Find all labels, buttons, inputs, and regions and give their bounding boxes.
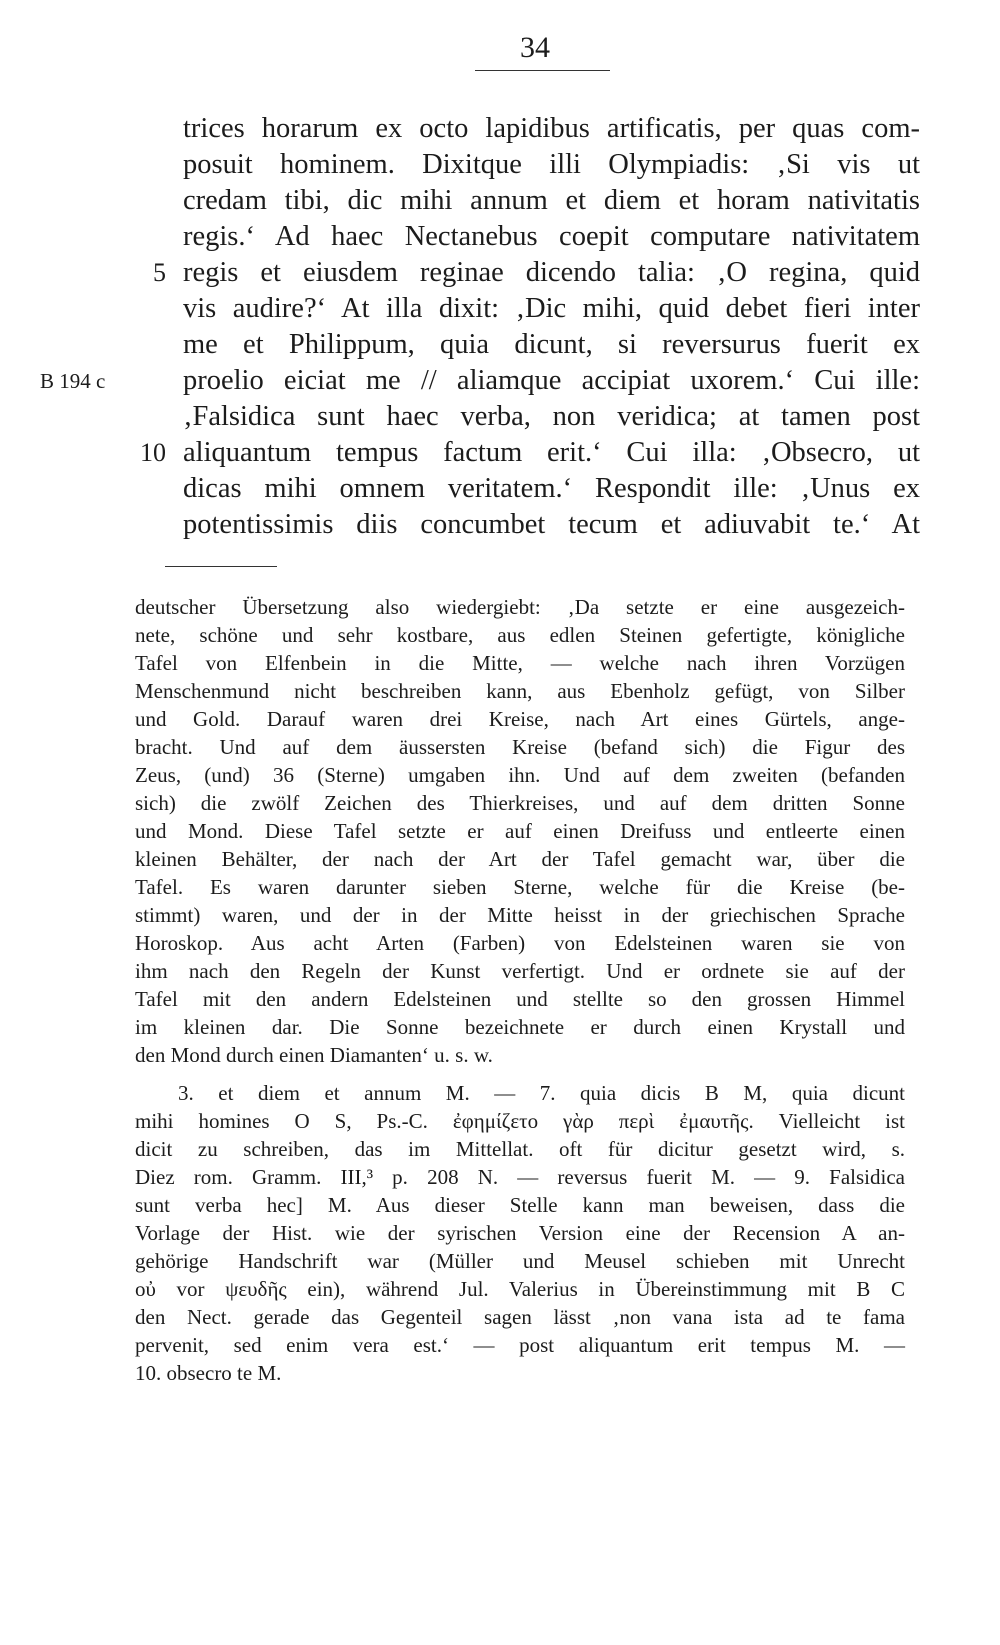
line-number: 5 — [153, 258, 166, 287]
main-line: potentissimis diis concumbet tecum et adiuvabit te.‘ At — [183, 509, 920, 540]
footnote-rule — [165, 566, 277, 567]
footnote-line: Tafel von Elfenbein in die Mitte, — welche nach ihren Vorzügen — [135, 651, 905, 675]
footnote-line: deutscher Übersetzung also wiedergiebt: ‚Da setzte er eine ausgezeich- — [135, 595, 905, 619]
apparatus-line: sunt verba hec] M. Aus dieser Stelle kann man beweisen, dass die — [135, 1193, 905, 1217]
apparatus-line: dicit zu schreiben, das im Mittellat. oft für dicitur gesetzt wird, s. — [135, 1137, 905, 1161]
main-line: aliquantum tempus factum erit.‘ Cui illa: ‚Obsecro, ut — [183, 437, 920, 468]
footnote-line: Zeus, (und) 36 (Sterne) umgaben ihn. Und auf dem zweiten (befanden — [135, 763, 905, 787]
apparatus-line: gehörige Handschrift war (Müller und Meusel schieben mit Unrecht — [135, 1249, 905, 1273]
main-line: posuit hominem. Dixitque illi Olympiadis: ‚Si vis ut — [183, 149, 920, 180]
footnote-line: Tafel. Es waren darunter sieben Sterne, welche für die Kreise (be- — [135, 875, 905, 899]
apparatus-line: pervenit, sed enim vera est.‘ — post aliquantum erit tempus M. — — [135, 1333, 905, 1357]
apparatus-line: mihi homines O S, Ps.-C. ἐφημίζετο γὰρ περὶ ἐμαυτῆς. Vielleicht ist — [135, 1109, 905, 1133]
footnote-line: stimmt) waren, und der in der Mitte heisst in der griechischen Sprache — [135, 903, 905, 927]
header-rule — [475, 70, 610, 71]
line-number: 10 — [140, 438, 166, 467]
footnote-line: Horoskop. Aus acht Arten (Farben) von Edelsteinen waren sie von — [135, 931, 905, 955]
apparatus-line: οὐ vor ψευδῆς ein), während Jul. Valerius in Übereinstimmung mit B C — [135, 1277, 905, 1301]
footnote-line: bracht. Und auf dem äussersten Kreise (befand sich) die Figur des — [135, 735, 905, 759]
margin-reference: B 194 c — [40, 369, 106, 393]
footnote-line: im kleinen dar. Die Sonne bezeichnete er durch einen Krystall und — [135, 1015, 905, 1039]
apparatus-line: 10. obsecro te M. — [135, 1361, 282, 1385]
footnote-line: sich) die zwölf Zeichen des Thierkreises, und auf dem dritten Sonne — [135, 791, 905, 815]
apparatus-line: Vorlage der Hist. wie der syrischen Version eine der Recension A an- — [135, 1221, 905, 1245]
main-line: me et Philippum, quia dicunt, si reversurus fuerit ex — [183, 329, 920, 360]
footnote-line: ihm nach den Regeln der Kunst verfertigt. Und er ordnete sie auf der — [135, 959, 905, 983]
main-line: credam tibi, dic mihi annum et diem et horam nativitatis — [183, 185, 920, 216]
footnote-line: nete, schöne und sehr kostbare, aus edlen Steinen gefertigte, königliche — [135, 623, 905, 647]
footnote-line: und Gold. Darauf waren drei Kreise, nach Art eines Gürtels, ange- — [135, 707, 905, 731]
footnote-line: kleinen Behälter, der nach der Art der Tafel gemacht war, über die — [135, 847, 905, 871]
page-number: 34 — [520, 31, 550, 64]
footnote-line: den Mond durch einen Diamanten‘ u. s. w. — [135, 1043, 493, 1067]
main-line: dicas mihi omnem veritatem.‘ Respondit ille: ‚Unus ex — [183, 473, 920, 504]
apparatus-line: den Nect. gerade das Gegenteil sagen lässt ‚non vana ista ad te fama — [135, 1305, 905, 1329]
footnote-line: Tafel mit den andern Edelsteinen und stellte so den grossen Himmel — [135, 987, 905, 1011]
main-line: vis audire?‘ At illa dixit: ‚Dic mihi, quid debet fieri inter — [183, 293, 920, 324]
main-line: regis.‘ Ad haec Nectanebus coepit computare nativitatem — [183, 221, 920, 252]
footnote-line: und Mond. Diese Tafel setzte er auf einen Dreifuss und entleerte einen — [135, 819, 905, 843]
main-line: regis et eiusdem reginae dicendo talia: ‚O regina, quid — [183, 257, 920, 288]
footnote-line: Menschenmund nicht beschreiben kann, aus Ebenholz gefügt, von Silber — [135, 679, 905, 703]
main-line: trices horarum ex octo lapidibus artificatis, per quas com- — [183, 113, 920, 144]
main-line: proelio eiciat me // aliamque accipiat uxorem.‘ Cui ille: — [183, 365, 920, 396]
main-line: ‚Falsidica sunt haec verba, non veridica; at tamen post — [183, 401, 920, 432]
apparatus-line: 3. et diem et annum M. — 7. quia dicis B M, quia dicunt — [178, 1081, 905, 1105]
apparatus-line: Diez rom. Gramm. III,³ p. 208 N. — reversus fuerit M. — 9. Falsidica — [135, 1165, 905, 1189]
